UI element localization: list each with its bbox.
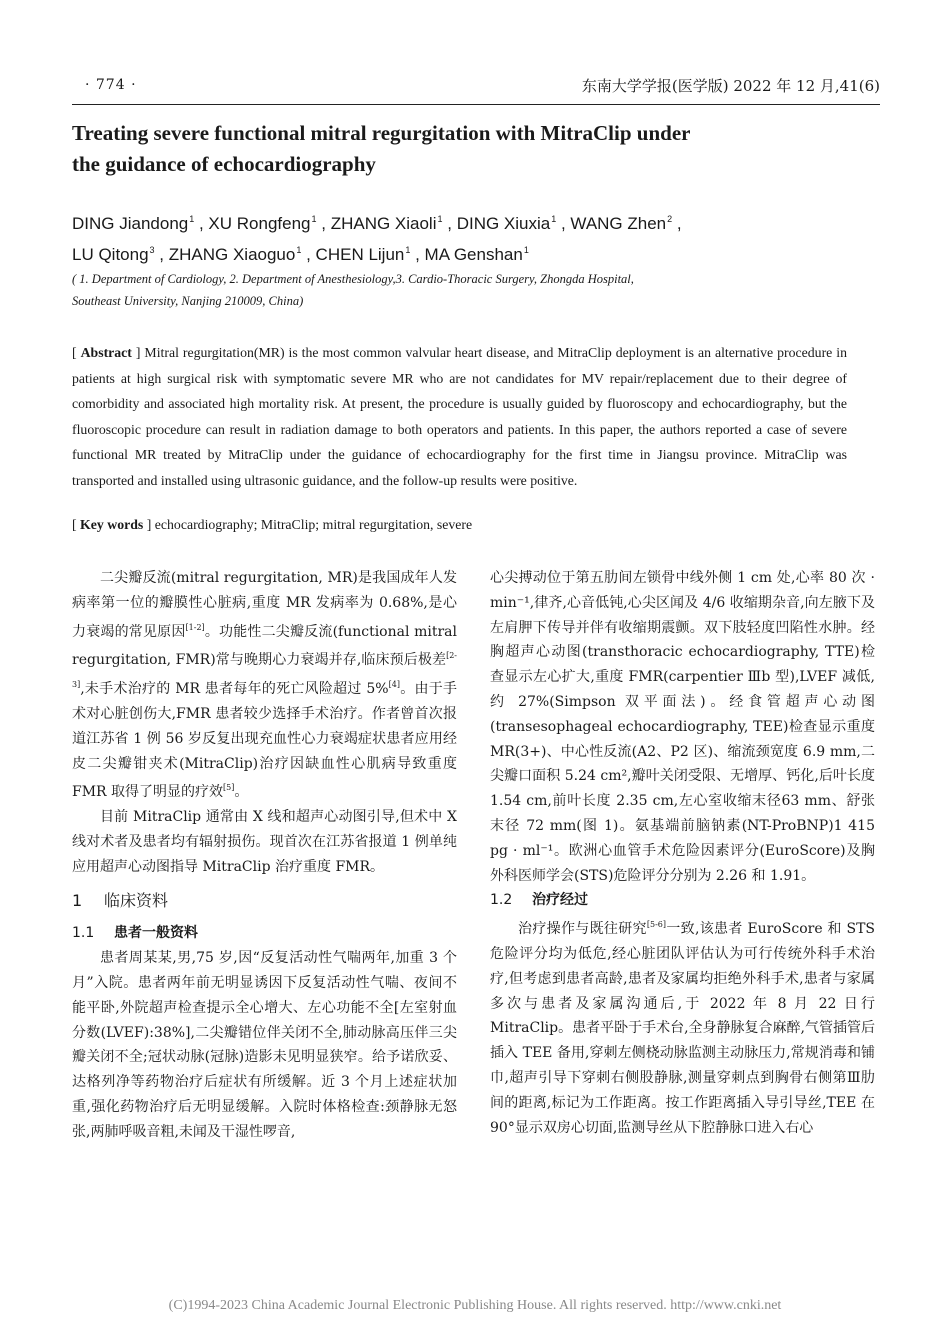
paragraph: 治疗操作与既往研究[5-6]一致,该患者 EuroScore 和 STS 危险评分均为低危,经心脏团队评估认为可行传统外科手术治疗,但考虑到患者高龄,患者及家属均拒绝外科手术,患者与家属多次与患者及家属沟通后,于 2022 年 8 月 22 日行 MitraClip。患者平卧于手术台,全身静脉复合麻醉,气管插管后插入 TEE 备用,穿刺左侧桡动脉监测主动脉压力,常规消毒和铺巾,超声引导下穿刺右侧股静脉,测量穿刺点到胸骨右侧第Ⅲ肋间的距离,标记为工作距离。按工作距离插入导引导丝,TEE 在 90°显示双房心切面,监测导丝从下腔静脉口进入右心	[490, 920, 876, 1136]
author: WANG Zhen$^2$	[570, 214, 673, 233]
journal-header: 东南大学学报(医学版) 2022 年 12 月,41(6)	[581, 77, 880, 95]
author: DING Xiuxia$^1$	[456, 214, 557, 233]
author: LU Qitong$^3$	[72, 245, 155, 264]
body-column-right	[490, 566, 875, 1140]
title-line-2: the guidance of echocardiography	[72, 152, 376, 176]
paragraph: 目前 MitraClip 通常由 X 线和超声心动图引导,但术中 X 线对术者及患者均有辐射损伤。现首次在江苏省报道 1 例单纯应用超声心动图指导 MitraClip 治疗重度 FMR。	[72, 809, 457, 875]
author: ZHANG Xiaoguo$^1$	[168, 245, 302, 264]
author: MA Genshan$^1$	[424, 245, 529, 264]
paragraph: 二尖瓣反流(mitral regurgitation, MR)是我国成年人发病率第一位的瓣膜性心脏病,重度 MR 发病率为 0.68%,是心力衰竭的常见原因[1-2]。功能性二尖瓣反流(functional mitral regurgitation, FMR)常与晚期心力衰竭并存,临床预后极差[2-3],未手术治疗的 MR 患者每年的死亡风险超过 5%[4]。由于手术对心脏创伤大,FMR 患者较少选择手术治疗。作者曾首次报道江苏省 1 例 56 岁反复出现充血性心力衰竭症状患者应用经皮二尖瓣钳夹术(MitraClip)治疗因缺血性心肌病导致重度 FMR 取得了明显的疗效[5]。	[72, 570, 458, 801]
author: CHEN Lijun$^1$	[315, 245, 411, 264]
header-divider	[72, 104, 880, 105]
author: DING Jiandong$^1$	[72, 214, 195, 233]
abstract-label: Abstract	[80, 345, 132, 360]
copyright-footer: (C)1994-2023 China Academic Journal Electronic Publishing House. All rights reserved. http://www.cnki.net	[168, 1298, 782, 1313]
paragraph: 患者周某某,男,75 岁,因“反复活动性气喘两年,加重 3 个月”入院。患者两年前无明显诱因下反复活动性气喘、夜间不能平卧,外院超声检查提示全心增大、左心功能不全[左室射血分数(LVEF):38%],二尖瓣错位伴关闭不全,肺动脉高压伴三尖瓣关闭不全;冠状动脉(冠脉)造影未见明显狭窄。给予诺欣妥、达格列净等药物治疗后症状有所缓解。近 3 个月上述症状加重,强化药物治疗后无明显缓解。入院时体格检查:颈静脉无怒张,两肺呼吸音粗,未闻及干湿性啰音,	[72, 950, 457, 1140]
paragraph: 心尖搏动位于第五肋间左锁骨中线外侧 1 cm 处,心率 80 次 · min⁻¹,律齐,心音低钝,心尖区闻及 4/6 收缩期杂音,向左腋下及左肩胛下传导并伴有收缩期震颤。双下肢轻度凹陷性水肿。经胸超声心动图(transthoracic echocardiography, TTE)检查显示左心扩大,重度 FMR(carpentier Ⅲb 型),LVEF 减低,约 27%(Simpson 双平面法)。经食管超声心动图(transesophageal echocardiography, TEE)检查显示重度 MR(3+)、中心性反流(A2、P2 区)、缩流颈宽度 6.9 mm,二尖瓣口面积 5.24 cm²,瓣叶关闭受限、无增厚、钙化,后叶长度 1.54 cm,前叶长度 2.35 cm,左心室收缩末径63 mm、舒张末径 72 mm(图 1)。氨基端前脑钠素(NT-ProBNP)1 415 pg · ml⁻¹。欧洲心血管手术危险因素评分(EuroScore)及胸外科医师学会(STS)危险评分分别为 2.26 和 1.91。	[490, 570, 875, 884]
abstract-text: Mitral regurgitation(MR) is the most common valvular heart disease, and MitraClip deployment is an alternative procedure in patients at high surgical risk with symptomatic severe MR who are not candidates for MV repair/replacement due to their degree of comorbidity and associated high mortality risk. At present, the procedure is usually guided by fluoroscopy and echocardiography, but the fluoroscopic procedure can result in radiation damage to both operators and patients. In this paper, the authors reported a case of severe functional MR treated by MitraClip under the guidance of echocardiography for the first time in Jiangsu province. MitraClip was transported and installed using ultrasonic guidance, and the follow-up results were positive.	[72, 345, 847, 488]
title-line-1: Treating severe functional mitral regurgitation with MitraClip under	[72, 121, 691, 145]
page-number: · 774 ·	[85, 77, 137, 93]
affiliation-line-2: Southeast University, Nanjing 210009, China)	[72, 294, 304, 308]
author: ZHANG Xiaoli$^1$	[330, 214, 443, 233]
section-heading-1-2: 1.2 治疗经过	[490, 892, 588, 909]
keywords: [ Key words ] echocardiography; MitraClip; mitral regurgitation, severe	[72, 517, 473, 532]
keywords-label: Key words	[80, 517, 144, 532]
abstract: [ Abstract ] Mitral regurgitation(MR) is the most common valvular heart disease, and MitraClip deployment is an alternative procedure in patients at high surgical risk with symptomatic severe MR who are not candidates for MV repair/replacement due to their degree of comorbidity and associated high mortality risk. At present, the procedure is usually guided by fluoroscopy and echocardiography, but the fluoroscopic procedure can result in radiation damage to both operators and patients. In this paper, the authors reported a case of severe functional MR treated by MitraClip under the guidance of echocardiography for the first time in Jiangsu province. MitraClip was transported and installed using ultrasonic guidance, and the follow-up results were positive.	[72, 345, 847, 488]
author: XU Rongfeng$^1$	[208, 214, 317, 233]
section-heading-1: 1 临床资料	[72, 890, 169, 910]
section-heading-1-1: 1.1 患者一般资料	[72, 925, 198, 942]
affiliations	[72, 268, 872, 312]
body-column-left	[72, 566, 457, 1145]
affiliation-line-1: ( 1. Department of Cardiology, 2. Department of Anesthesiology,3. Cardio-Thoracic Surgery, Zhongda Hospital,	[72, 272, 634, 286]
keywords-text: echocardiography; MitraClip; mitral regurgitation, severe	[154, 517, 473, 532]
author-list: DING Jiandong$^1$ , XU Rongfeng$^1$ , ZHANG Xiaoli$^1$ , DING Xiuxia$^1$ , WANG Zhen$^2$ , LU Qitong$^3$ , ZHANG Xiaoguo$^1$ , CHEN Lijun$^1$ , MA Genshan$^1$	[72, 214, 682, 264]
article-title	[72, 118, 832, 180]
